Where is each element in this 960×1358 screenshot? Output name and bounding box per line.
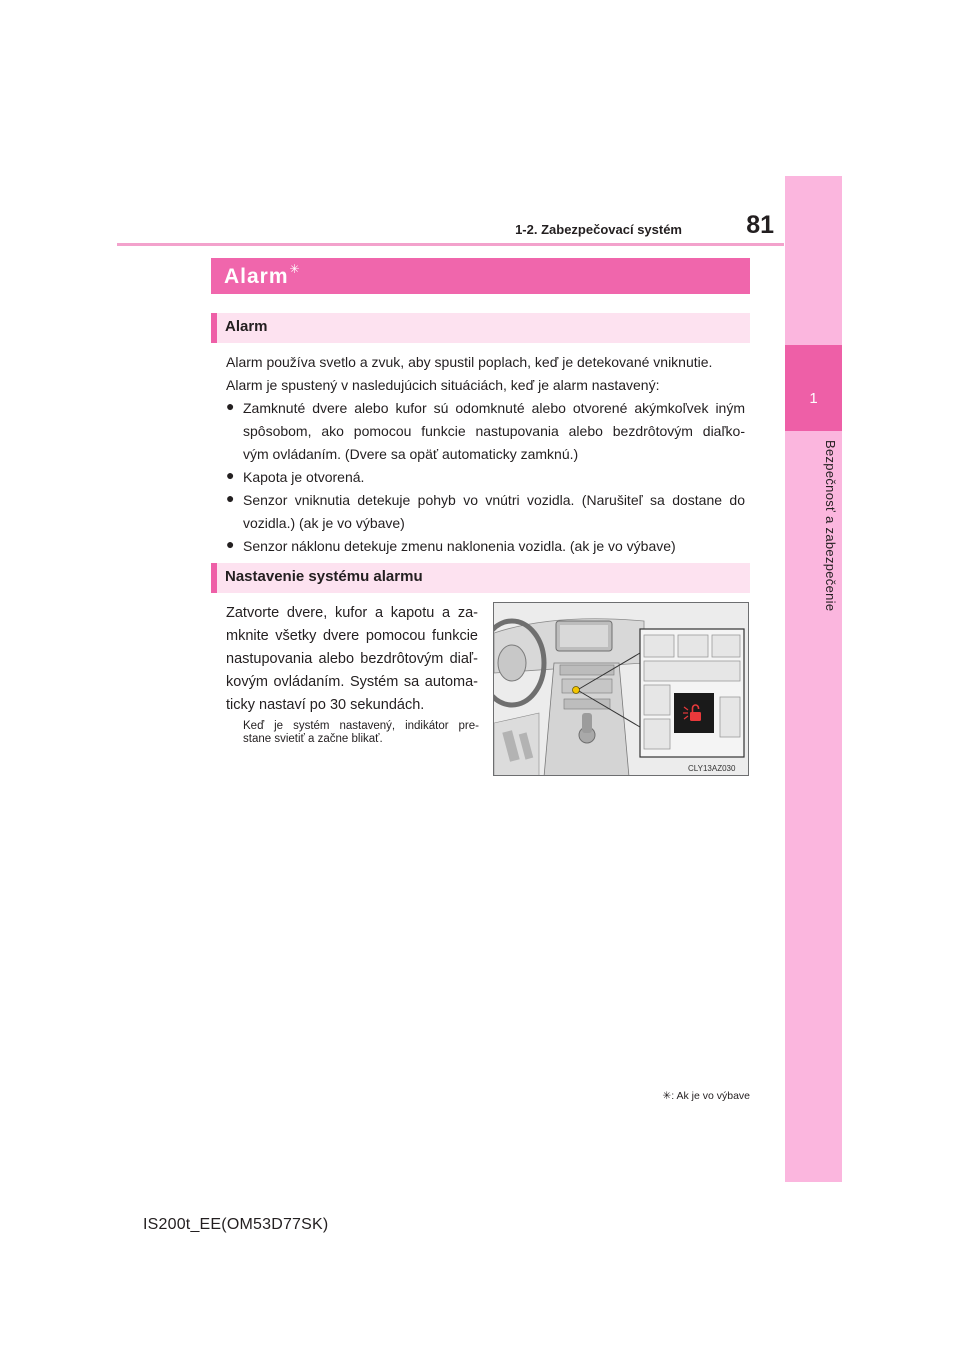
- setting-para-line-1: Zatvorte dvere, kufor a kapotu a za-: [226, 605, 478, 621]
- subsection-accent: [211, 313, 217, 343]
- intro-line-1: Alarm používa svetlo a zvuk, aby spustil poplach, keď je detekované vniknutie.: [226, 354, 713, 370]
- footer-model-code: IS200t_EE(OM53D77SK): [143, 1216, 329, 1233]
- setting-para-line-4: kovým ovládaním. Systém sa automa-: [226, 674, 478, 690]
- bullet-icon: ●: [226, 536, 235, 552]
- bullet-4-line-1: Senzor náklonu detekuje zmenu naklonenia vozidla. (ak je vo výbave): [243, 538, 676, 554]
- bullet-icon: ●: [226, 398, 235, 414]
- bullet-1-line-1: Zamknuté dvere alebo kufor sú odomknuté alebo otvorené akýmkoľvek iným: [243, 400, 745, 416]
- side-tab-chapter-label: Bezpečnosť a zabezpečenie: [823, 440, 838, 612]
- dashboard-illustration-drawing: [494, 603, 749, 776]
- section-title: [224, 262, 301, 289]
- dashboard-illustration: [493, 602, 749, 776]
- footnote: ✳: Ak je vo výbave: [662, 1090, 750, 1102]
- bullet-1-line-2: spôsobom, ako pomocou funkcie nastupovania alebo bezdrôtovým diaľko-: [243, 423, 745, 439]
- intro-line-2: Alarm je spustený v nasledujúcich situáciách, keď je alarm nastavený:: [226, 377, 660, 393]
- side-tab-marker: [785, 345, 842, 431]
- subsection-accent: [211, 563, 217, 593]
- bullet-icon: ●: [226, 467, 235, 483]
- asterisk-icon: ✳: [289, 262, 301, 276]
- section-title-text: Alarm: [224, 265, 289, 288]
- setting-note-line-1: Keď je systém nastavený, indikátor pre-: [243, 720, 479, 732]
- page-number: 81: [746, 211, 774, 239]
- subsection-title-alarm: Alarm: [225, 318, 268, 335]
- bullet-3-line-1: Senzor vniknutia detekuje pohyb vo vnútri vozidla. (Narušiteľ sa dostane do: [243, 492, 745, 508]
- bullet-2-line-1: Kapota je otvorená.: [243, 469, 365, 485]
- bullet-icon: ●: [226, 490, 235, 506]
- bullet-3-line-2: vozidla.) (ak je vo výbave): [243, 515, 405, 531]
- setting-para-line-2: mknite všetky dvere pomocou funkcie: [226, 628, 478, 644]
- subsection-bar-alarm: [211, 313, 750, 343]
- setting-para-line-5: ticky nastaví po 30 sekundách.: [226, 697, 425, 713]
- setting-note-line-2: stane svietiť a začne blikať.: [243, 733, 383, 745]
- side-tab-chapter-number: 1: [809, 390, 818, 407]
- chapter-title: 1-2. Zabezpečovací systém: [515, 222, 682, 237]
- figure-label: CLY13AZ030: [688, 764, 736, 773]
- setting-para-line-3: nastupovania alebo bezdrôtovým diaľ-: [226, 651, 478, 667]
- header-rule: [117, 243, 784, 246]
- bullet-1-line-3: vým ovládaním. (Dvere sa opäť automaticky zamknú.): [243, 446, 579, 462]
- subsection-title-setting: Nastavenie systému alarmu: [225, 568, 423, 585]
